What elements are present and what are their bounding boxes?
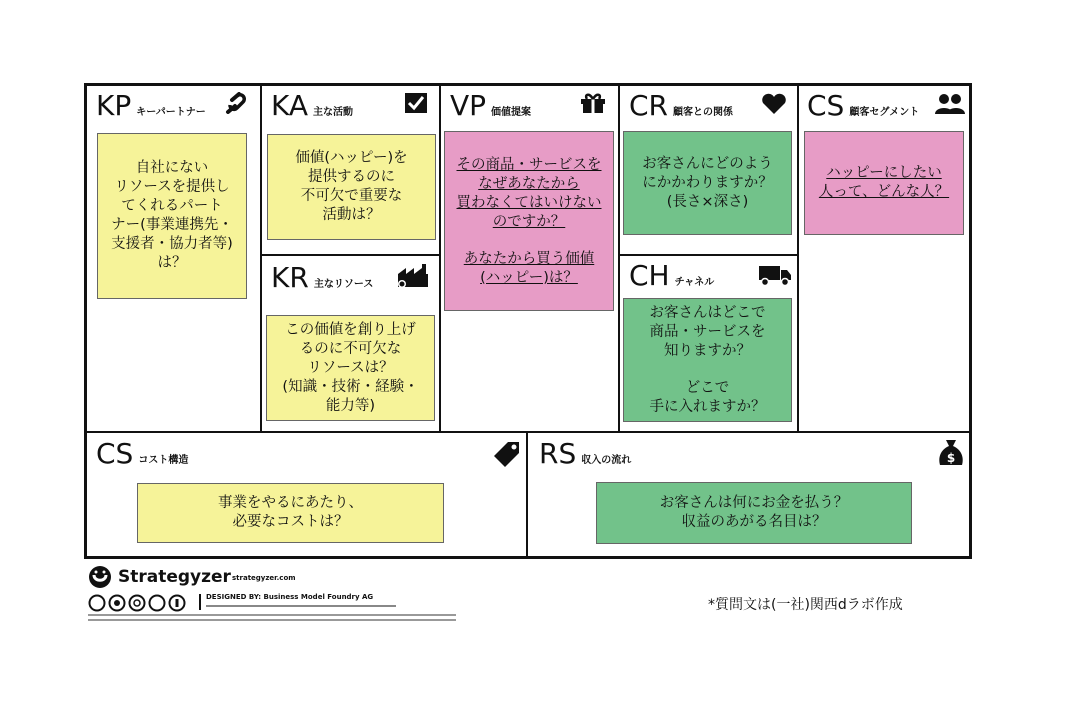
kr-note: この価値を創り上げ るのに不可欠な リソースは？ (知識・技術・経験・ 能力等) bbox=[266, 315, 435, 421]
checkbox-icon bbox=[404, 92, 430, 114]
brand-url: strategyzer.com bbox=[232, 574, 296, 582]
divider-vp-cr bbox=[618, 83, 620, 432]
license-fine-print-line-2 bbox=[88, 619, 456, 621]
kr-code: KR bbox=[271, 261, 309, 294]
divider-cr-ch bbox=[618, 254, 798, 256]
vp-label: 価値提案 bbox=[491, 107, 532, 118]
divider-top-bottom bbox=[84, 431, 972, 433]
cs-segment-header bbox=[807, 89, 920, 122]
fine-print-line bbox=[206, 605, 396, 607]
ka-label: 主な活動 bbox=[313, 107, 354, 118]
revenue-header bbox=[539, 437, 632, 470]
cost-note: 事業をやるにあたり、 必要なコストは？ bbox=[137, 483, 444, 543]
kp-label: キーパートナー bbox=[136, 107, 206, 118]
revenue-note: お客さんは何にお金を払う？ 収益のあがる名目は？ bbox=[596, 482, 912, 544]
kr-label: 主なリソース bbox=[313, 279, 374, 290]
cr-label: 顧客との関係 bbox=[673, 107, 734, 118]
heart-icon bbox=[761, 93, 787, 115]
gift-icon bbox=[580, 92, 606, 114]
designed-by: DESIGNED BY: Business Model Foundry AG bbox=[206, 593, 374, 601]
cr-code: CR bbox=[629, 89, 669, 122]
vp-note-value: あなたから買う価値 (ハッピー)は？ bbox=[463, 251, 595, 286]
people-icon bbox=[934, 93, 966, 115]
ch-label: チャネル bbox=[674, 277, 715, 288]
divider-ka-kr bbox=[260, 254, 440, 256]
kp-header bbox=[96, 89, 206, 122]
truck-icon bbox=[758, 264, 792, 286]
ka-header bbox=[271, 89, 354, 122]
ch-note-purchase: どこで 手に入れますか？ bbox=[649, 379, 766, 415]
ch-code: CH bbox=[629, 259, 670, 292]
cs-segment-label: 顧客セグメント bbox=[849, 107, 920, 118]
ch-header bbox=[629, 259, 715, 292]
svg-text:$: $ bbox=[946, 451, 956, 465]
vp-note-question: その商品・サービスを なぜあなたから 買わなくてはいけないのですか？ bbox=[456, 157, 602, 230]
money-bag-icon bbox=[938, 438, 964, 468]
cr-note: お客さんにどのよう にかかわりますか？ (長さ×深さ) bbox=[623, 131, 792, 235]
ch-note-awareness: お客さんはどこで 商品・サービスを 知りますか？ bbox=[649, 304, 766, 359]
creative-commons-icons bbox=[88, 594, 192, 612]
brand-name: Strategyzer bbox=[118, 567, 231, 587]
strategyzer-logo-icon bbox=[87, 565, 113, 589]
divider-cr-cs bbox=[797, 83, 799, 432]
factory-icon bbox=[394, 262, 430, 288]
divider-kp-ka bbox=[260, 83, 262, 432]
footer-separator bbox=[199, 594, 201, 610]
vp-note bbox=[444, 131, 614, 311]
kp-note: 自社にない リソースを提供し てくれるパート ナー(事業連携先・ 支援者・協力者等) は？ bbox=[97, 133, 247, 299]
cost-label: コスト構造 bbox=[138, 455, 189, 466]
cost-header bbox=[96, 437, 189, 470]
kp-code: KP bbox=[96, 89, 132, 122]
vp-header bbox=[450, 89, 532, 122]
revenue-label: 収入の流れ bbox=[581, 455, 632, 466]
kr-header bbox=[271, 261, 374, 294]
revenue-code: RS bbox=[539, 437, 577, 470]
question-credit: *質問文は(一社)関西dラボ作成 bbox=[708, 597, 903, 613]
ka-note: 価値(ハッピー)を 提供するのに 不可欠で重要な 活動は？ bbox=[267, 134, 436, 240]
ch-note bbox=[623, 298, 792, 422]
cs-segment-code: CS bbox=[807, 89, 845, 122]
license-fine-print-line-1 bbox=[88, 614, 456, 616]
divider-ka-vp bbox=[439, 83, 441, 432]
vp-code: VP bbox=[450, 89, 487, 122]
cs-segment-note: ハッピーにしたい 人って、どんな人？ bbox=[804, 131, 964, 235]
cr-header bbox=[629, 89, 734, 122]
price-tag-icon bbox=[492, 440, 522, 468]
link-icon bbox=[224, 92, 250, 114]
cost-code: CS bbox=[96, 437, 134, 470]
ka-code: KA bbox=[271, 89, 309, 122]
divider-cost-revenue bbox=[526, 431, 528, 559]
